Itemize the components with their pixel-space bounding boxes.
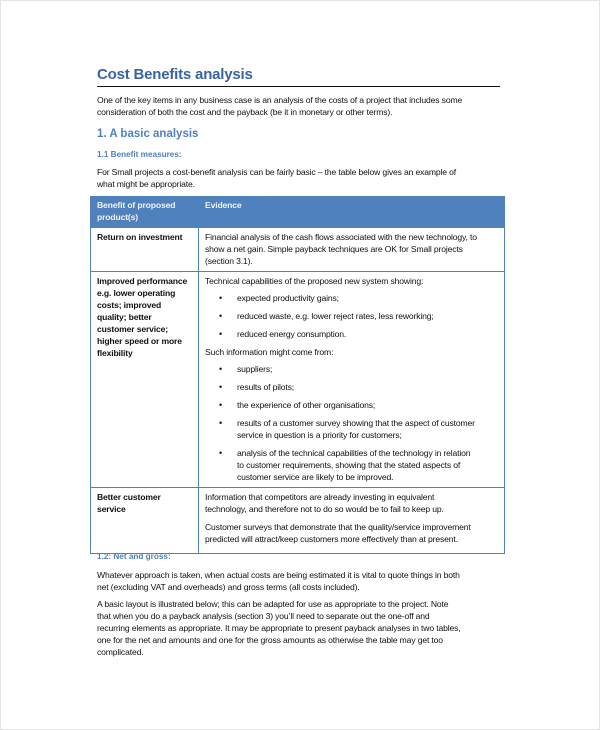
text-line: • suppliers; <box>237 364 273 374</box>
table-row <box>91 228 505 272</box>
text-line: Financial analysis of the cash flows associated with the new technology, to <box>205 232 477 242</box>
text-line: Customer surveys that demonstrate that the quality/service improvement <box>205 522 471 532</box>
bullet-list <box>205 292 499 340</box>
text-line: higher speed or more <box>97 336 182 346</box>
net-gross-paragraph <box>97 569 460 593</box>
text-line: one for the net and amounts and one for the gross amounts as otherwise the table may get too <box>97 635 443 645</box>
bullet-list <box>205 363 499 483</box>
evidence-cell <box>199 272 505 488</box>
subsection-heading: 1.1 Benefit measures: <box>97 150 182 159</box>
evidence-cell <box>199 228 505 272</box>
text-line: For Small projects a cost-benefit analysis can be fairly basic – the table below gives an example of <box>97 167 457 177</box>
header-evidence <box>199 197 505 228</box>
text-line: complicated. <box>97 647 144 657</box>
list-item <box>205 363 499 375</box>
benefit-cell <box>91 228 199 272</box>
text-line: • analysis of the technical capabilities of the technology in relation <box>237 448 471 458</box>
benefit-cell <box>91 272 199 488</box>
text-line: Evidence <box>205 200 242 210</box>
benefit-cell <box>91 488 199 554</box>
text-line: customer service are likely to be improved. <box>237 472 394 482</box>
text-line: predicted will attract/keep customers more effectively than at present. <box>205 534 458 544</box>
text-line: • the experience of other organisations; <box>237 400 376 410</box>
document-title: Cost Benefits analysis <box>97 66 253 83</box>
list-item <box>205 447 499 483</box>
table-row <box>91 272 505 488</box>
layout-paragraph <box>97 598 460 658</box>
text-line: what might be appropriate. <box>97 179 195 189</box>
section-heading: 1. A basic analysis <box>97 128 199 140</box>
text-line: technology, and therefore not to do so would be to fail to keep up. <box>205 504 444 514</box>
evidence-cell <box>199 488 505 554</box>
text-line: Benefit of proposed <box>97 200 176 210</box>
benefits-table <box>90 196 505 554</box>
list-item <box>205 310 499 322</box>
text-line: to customer requirements, showing that the stated aspects of <box>237 460 461 470</box>
header-benefit <box>91 197 199 228</box>
text-line: flexibility <box>97 348 133 358</box>
text-line: Such information might come from: <box>205 347 334 357</box>
list-item <box>205 399 499 411</box>
text-line: • results of pilots; <box>237 382 295 392</box>
text-line: • expected productivity gains; <box>237 293 339 303</box>
benefit-intro-paragraph <box>97 166 456 190</box>
text-line: net (excluding VAT and overheads) and gross terms (all costs included). <box>97 582 360 592</box>
text-line: Better customer <box>97 492 161 502</box>
text-line: Improved performance <box>97 276 188 286</box>
subsection-heading: 1.2: Net and gross: <box>97 552 171 561</box>
table-header-row <box>91 197 505 228</box>
text-line: service in question is a priority for customers; <box>237 430 402 440</box>
text-line: that when you do a payback analysis (section 3) you’ll need to separate out the one-off and <box>97 611 430 621</box>
text-line: Technical capabilities of the proposed new system showing: <box>205 276 424 286</box>
list-item <box>205 381 499 393</box>
intro-paragraph <box>97 94 462 118</box>
text-line: service <box>97 504 126 514</box>
text-line: (section 3.1). <box>205 256 253 266</box>
text-line: customer service; <box>97 324 169 334</box>
text-line: A basic layout is illustrated below; this can be adapted for use as appropriate to the project. Note <box>97 599 449 609</box>
text-line: recurring elements as appropriate. It may be appropriate to present payback analyses in two tables, <box>97 623 461 633</box>
text-line: • results of a customer survey showing that the aspect of customer <box>237 418 475 428</box>
list-item <box>205 292 499 304</box>
text-line: One of the key items in any business case is an analysis of the costs of a project that includes some <box>97 95 463 105</box>
text-line: Information that competitors are already investing in equivalent <box>205 492 435 502</box>
text-line: Whatever approach is taken, when actual costs are being estimated it is vital to quote things in both <box>97 570 460 580</box>
text-line: • reduced energy consumption. <box>237 329 347 339</box>
text-line: show a net gain. Simple payback techniques are OK for Small projects <box>205 244 463 254</box>
text-line: consideration of both the cost and the payback (be it in monetary or other terms). <box>97 107 393 117</box>
text-line: product(s) <box>97 212 138 222</box>
text-line: • reduced waste, e.g. lower reject rates, less reworking; <box>237 311 434 321</box>
list-item <box>205 328 499 340</box>
list-item <box>205 417 499 441</box>
text-line: Return on investment <box>97 232 183 242</box>
text-line: quality; better <box>97 312 152 322</box>
text-line: e.g. lower operating <box>97 288 176 298</box>
title-rule <box>97 86 500 87</box>
text-line: costs; improved <box>97 300 162 310</box>
table-row <box>91 488 505 554</box>
